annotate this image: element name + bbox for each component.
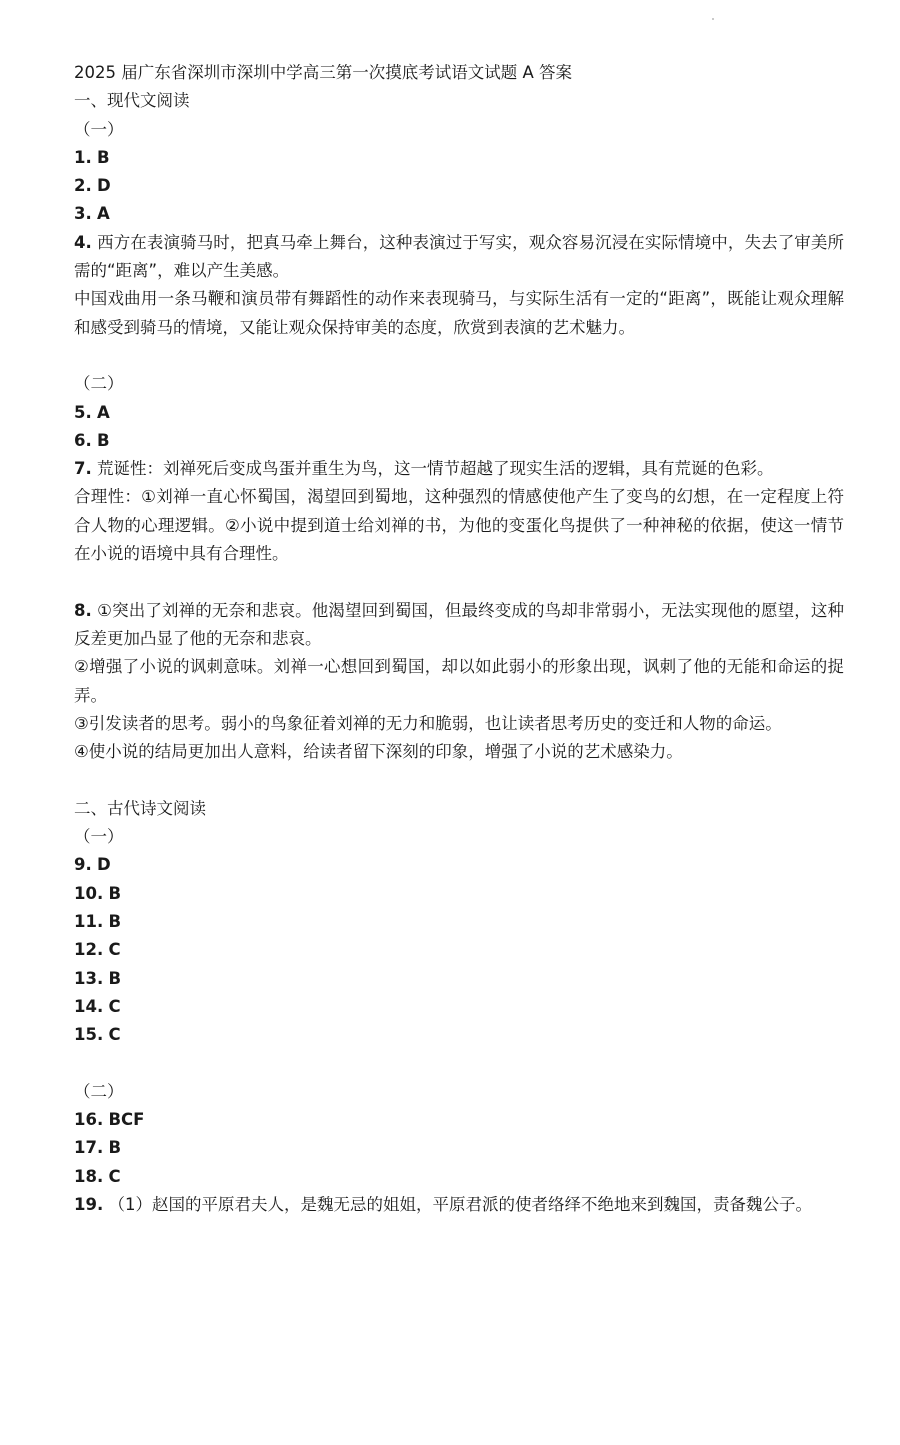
answer-q15 <box>74 1021 844 1049</box>
answer-q5 <box>74 399 844 427</box>
part-label-1-2: （二） <box>74 374 124 394</box>
answer-q12 <box>74 936 844 964</box>
answer-choice: B <box>97 430 110 450</box>
answer-q11 <box>74 908 844 936</box>
answer-q8-paragraph-1 <box>74 597 844 654</box>
answer-choice: A <box>97 204 110 224</box>
question-number: 6. <box>74 430 92 450</box>
spacer <box>74 342 844 370</box>
answer-choice: D <box>97 176 111 196</box>
question-number: 10. <box>74 883 104 903</box>
answer-q14 <box>74 993 844 1021</box>
answer-choice: B <box>97 147 110 167</box>
answer-q8-paragraph-2: ②增强了小说的讽刺意味。刘禅一心想回到蜀国，却以如此弱小的形象出现，讽刺了他的无能和命运的捉弄。 <box>74 657 844 705</box>
question-number: 17. <box>74 1138 104 1158</box>
document-title: 2025 届广东省深圳市深圳中学高三第一次摸底考试语文试题 A 答案 <box>74 63 573 82</box>
answer-choice: C <box>108 1025 121 1045</box>
answer-q13 <box>74 965 844 993</box>
question-number: 1. <box>74 147 92 167</box>
question-number: 7. <box>74 459 92 479</box>
part-label-1-1: （一） <box>74 119 124 139</box>
question-number: 12. <box>74 940 104 960</box>
answer-q4-paragraph-2: 中国戏曲用一条马鞭和演员带有舞蹈性的动作来表现骑马，与实际生活有一定的“距离”，既能让观众理解和感受到骑马的情境，又能让观众保持审美的态度，欣赏到表演的艺术魅力。 <box>74 289 844 337</box>
answer-choice: B <box>108 968 122 988</box>
answer-q16 <box>74 1106 844 1134</box>
answer-choice: B <box>108 883 122 903</box>
question-number: 4. <box>74 232 92 252</box>
scan-speck <box>712 18 714 20</box>
answer-q6 <box>74 427 844 455</box>
spacer <box>74 1049 844 1077</box>
answer-text: ①突出了刘禅的无奈和悲哀。他渴望回到蜀国，但最终变成的鸟却非常弱小，无法实现他的愿望，这种反差更加凸显了他的无奈和悲哀。 <box>74 600 844 648</box>
answer-q3 <box>74 200 844 228</box>
answer-choice: B <box>108 1138 122 1158</box>
question-number: 14. <box>74 996 104 1016</box>
answer-q9 <box>74 851 844 879</box>
question-number: 19. <box>74 1194 104 1214</box>
section-heading-modern-reading: 一、现代文阅读 <box>74 91 190 111</box>
answer-text: 西方在表演骑马时，把真马牵上舞台，这种表演过于写实，观众容易沉浸在实际情境中，失去了审美所需的“距离”，难以产生美感。 <box>74 232 845 281</box>
question-number: 5. <box>74 402 92 422</box>
answer-choice: D <box>97 855 111 875</box>
answer-q19-paragraph-1 <box>74 1191 844 1219</box>
section-heading-classical-reading: 二、古代诗文阅读 <box>74 798 206 818</box>
answer-q8-paragraph-4: ④使小说的结局更加出人意料，给读者留下深刻的印象，增强了小说的艺术感染力。 <box>74 742 683 762</box>
part-label-2-1: （一） <box>74 827 124 847</box>
answer-q18 <box>74 1163 844 1191</box>
answer-text: （1）赵国的平原君夫人，是魏无忌的姐姐，平原君派的使者络绎不绝地来到魏国，责备魏公子。 <box>108 1194 812 1214</box>
question-number: 9. <box>74 855 92 875</box>
answer-document <box>74 59 844 1219</box>
answer-choice: B <box>108 911 122 931</box>
answer-text: 荒诞性：刘禅死后变成鸟蛋并重生为鸟，这一情节超越了现实生活的逻辑，具有荒诞的色彩。 <box>97 459 774 479</box>
question-number: 11. <box>74 911 104 931</box>
spacer <box>74 568 844 596</box>
answer-choice: BCF <box>108 1109 145 1129</box>
answer-q17 <box>74 1134 844 1162</box>
answer-q7-paragraph-2: 合理性：①刘禅一直心怀蜀国，渴望回到蜀地，这种强烈的情感使他产生了变鸟的幻想，在一定程度上符合人物的心理逻辑。②小说中提到道士给刘禅的书，为他的变蛋化鸟提供了一种神秘的依据，使这一情节在小说的语境中具有合理性。 <box>74 487 844 564</box>
answer-q1 <box>74 144 844 172</box>
answer-q7-paragraph-1 <box>74 455 844 483</box>
question-number: 3. <box>74 204 92 224</box>
answer-q8-paragraph-3: ③引发读者的思考。弱小的鸟象征着刘禅的无力和脆弱，也让读者思考历史的变迁和人物的命运。 <box>74 713 782 733</box>
answer-choice: A <box>97 402 110 422</box>
question-number: 13. <box>74 968 104 988</box>
question-number: 2. <box>74 176 92 196</box>
answer-q4-paragraph-1 <box>74 229 844 286</box>
question-number: 16. <box>74 1109 104 1129</box>
question-number: 8. <box>74 600 92 620</box>
answer-q2 <box>74 172 844 200</box>
question-number: 15. <box>74 1025 104 1045</box>
part-label-2-2: （二） <box>74 1081 124 1101</box>
answer-choice: C <box>108 940 121 960</box>
answer-choice: C <box>108 1166 121 1186</box>
answer-choice: C <box>108 996 121 1016</box>
answer-q10 <box>74 880 844 908</box>
question-number: 18. <box>74 1166 104 1186</box>
spacer <box>74 766 844 794</box>
